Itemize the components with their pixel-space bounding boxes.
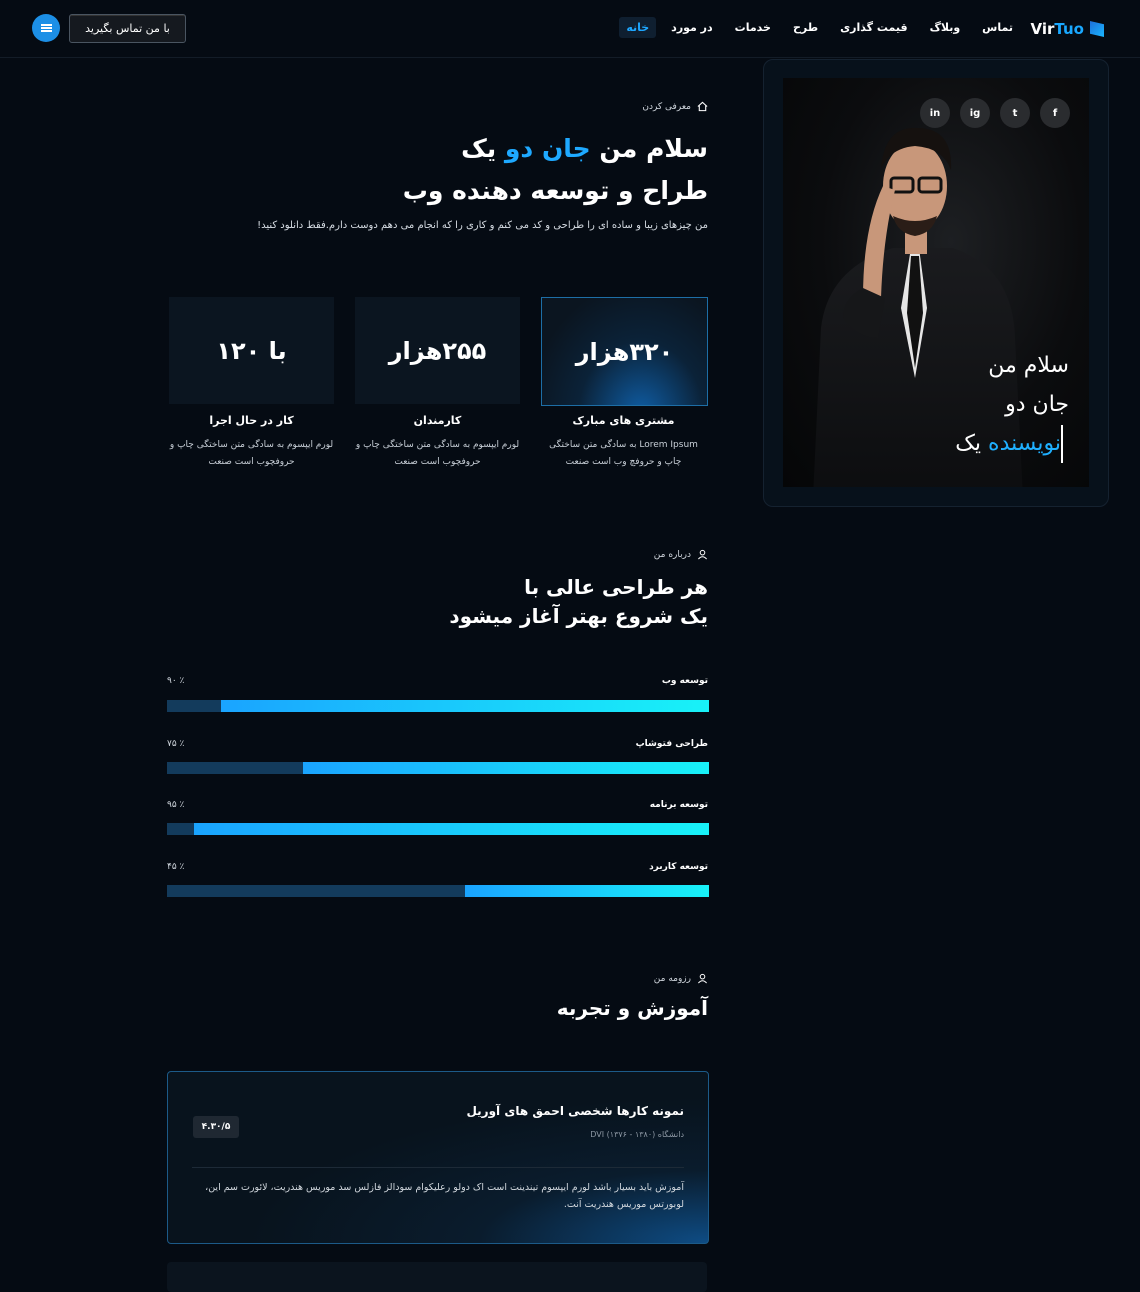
resume-crumb <box>654 973 708 984</box>
nav-item-about[interactable]: در مورد <box>671 21 713 34</box>
logo[interactable] <box>1031 20 1104 38</box>
stat-value-customers: ۳۲۰هزار <box>541 297 708 406</box>
hero-title-part-1: سلام من <box>599 134 708 163</box>
social-links <box>920 98 1070 128</box>
resume-card-description: آموزش باید بسیار باشد لورم ایپسوم تیندینت است اک دولو رعلیکوام سودالز فازلس سد موریس هندریت، لائورت سم این، لوبورتس موریس هندریت آنت. <box>205 1182 684 1210</box>
skill-percent: ٪ ۷۵ <box>167 739 185 749</box>
about-title-line-2: یک شروع بهتر آغاز میشود <box>449 604 708 628</box>
nav-item-home[interactable]: خانه <box>619 17 656 38</box>
intro-crumb-label: معرفی کردن <box>642 101 691 112</box>
main-nav <box>619 17 1020 38</box>
resume-card-next <box>167 1262 707 1292</box>
skill-percent: ٪ ۹۵ <box>167 800 185 810</box>
skill-bar <box>167 700 709 712</box>
about-crumb <box>654 549 708 560</box>
logo-mark-icon <box>1090 21 1104 37</box>
skill-percent: ٪ ۹۰ <box>167 676 185 686</box>
skill-bar-fill <box>303 762 710 774</box>
hero-title-part-2: یک <box>461 134 497 163</box>
resume-card-title: نمونه کارها شخصی احمق های آوریل <box>466 1104 684 1118</box>
skill-label: توسعه کاربرد <box>649 862 708 872</box>
twitter-icon[interactable]: t <box>1000 98 1030 128</box>
stat-desc-running: لورم ایپسوم به سادگی متن ساختگی چاپ و حروفچوب است صنعت <box>169 440 334 467</box>
stat-value-employees: ۲۵۵هزار <box>355 297 520 404</box>
nav-item-blog[interactable]: وبلاگ <box>929 21 961 34</box>
user-icon <box>697 549 708 560</box>
about-title <box>288 573 708 631</box>
stat-title-customers: مشتری های مبارک <box>572 414 675 427</box>
stat-value-running: با ۱۲۰ <box>169 297 334 404</box>
linkedin-icon[interactable]: in <box>920 98 950 128</box>
intro-crumb <box>642 101 708 112</box>
skill-bar <box>167 823 709 835</box>
hero-title-line-2: طراح و توسعه دهنده وب <box>402 176 708 205</box>
resume-card-subtitle: دانشگاه (۱۳۸۰ - ۱۳۷۶) DVI <box>590 1130 684 1139</box>
menu-button[interactable] <box>32 14 60 42</box>
profile-photo <box>783 78 1089 487</box>
greeting-line-2: جان دو <box>1005 392 1069 417</box>
hero-title <box>288 128 708 212</box>
about-crumb-label: درباره من <box>653 549 691 560</box>
resume-title: آموزش و تجربه <box>556 996 708 1020</box>
stat-title-running: کار در حال اجرا <box>209 414 294 427</box>
home-icon <box>697 101 708 112</box>
greeting-accent: نویسنده <box>988 431 1061 456</box>
site-header <box>0 0 1140 58</box>
skill-bar-fill <box>221 700 709 712</box>
hero-title-accent: جان دو <box>504 134 591 163</box>
nav-item-design[interactable]: طرح <box>792 21 819 34</box>
nav-item-contact[interactable]: تماس <box>982 21 1013 34</box>
logo-text: VirTuo <box>1030 20 1084 38</box>
skill-label: توسعه وب <box>661 676 708 686</box>
resume-crumb-label: رزومه من <box>653 973 691 984</box>
hero-subtitle: من چیزهای زیبا و ساده ای را طراحی و کد می کنم و کاری را که انجام می دهم دوست دارم.فقط دانلود کنید! <box>257 220 708 231</box>
hamburger-icon <box>41 24 52 32</box>
stat-desc-customers: Lorem Ipsum به سادگی متن ساختگی چاپ و حروفچ وب است صنعت <box>549 440 698 467</box>
skill-bar <box>167 762 709 774</box>
nav-item-services[interactable]: خدمات <box>734 21 771 34</box>
facebook-icon[interactable]: f <box>1040 98 1070 128</box>
typing-cursor <box>1061 425 1063 463</box>
user-icon <box>697 973 708 984</box>
divider <box>192 1167 684 1168</box>
resume-card <box>167 1071 709 1244</box>
stat-title-employees: کارمندان <box>413 414 462 427</box>
skill-label: طراحی فتوشاپ <box>635 739 708 749</box>
greeting-line-1: سلام من <box>988 353 1069 378</box>
greeting-prefix: یک <box>955 431 982 456</box>
stat-desc-employees: لورم ایپسوم به سادگی متن ساختگی چاپ و حروفچوب است صنعت <box>355 440 520 467</box>
contact-me-button[interactable]: با من تماس بگیرید <box>69 14 186 43</box>
hero-title-line-1 <box>288 128 708 170</box>
instagram-icon[interactable]: ig <box>960 98 990 128</box>
skill-label: توسعه برنامه <box>649 800 708 810</box>
skill-bar <box>167 885 709 897</box>
skill-bar-fill <box>194 823 709 835</box>
nav-item-pricing[interactable]: قیمت گذاری <box>840 21 908 34</box>
grade-badge: ۴.۳۰/۵ <box>193 1116 239 1138</box>
about-title-line-1: هر طراحی عالی با <box>524 575 708 599</box>
skill-percent: ٪ ۴۵ <box>167 862 185 872</box>
profile-card <box>763 59 1109 507</box>
greeting-line-3 <box>955 424 1069 463</box>
skill-bar-fill <box>465 885 709 897</box>
profile-greeting <box>955 346 1069 463</box>
